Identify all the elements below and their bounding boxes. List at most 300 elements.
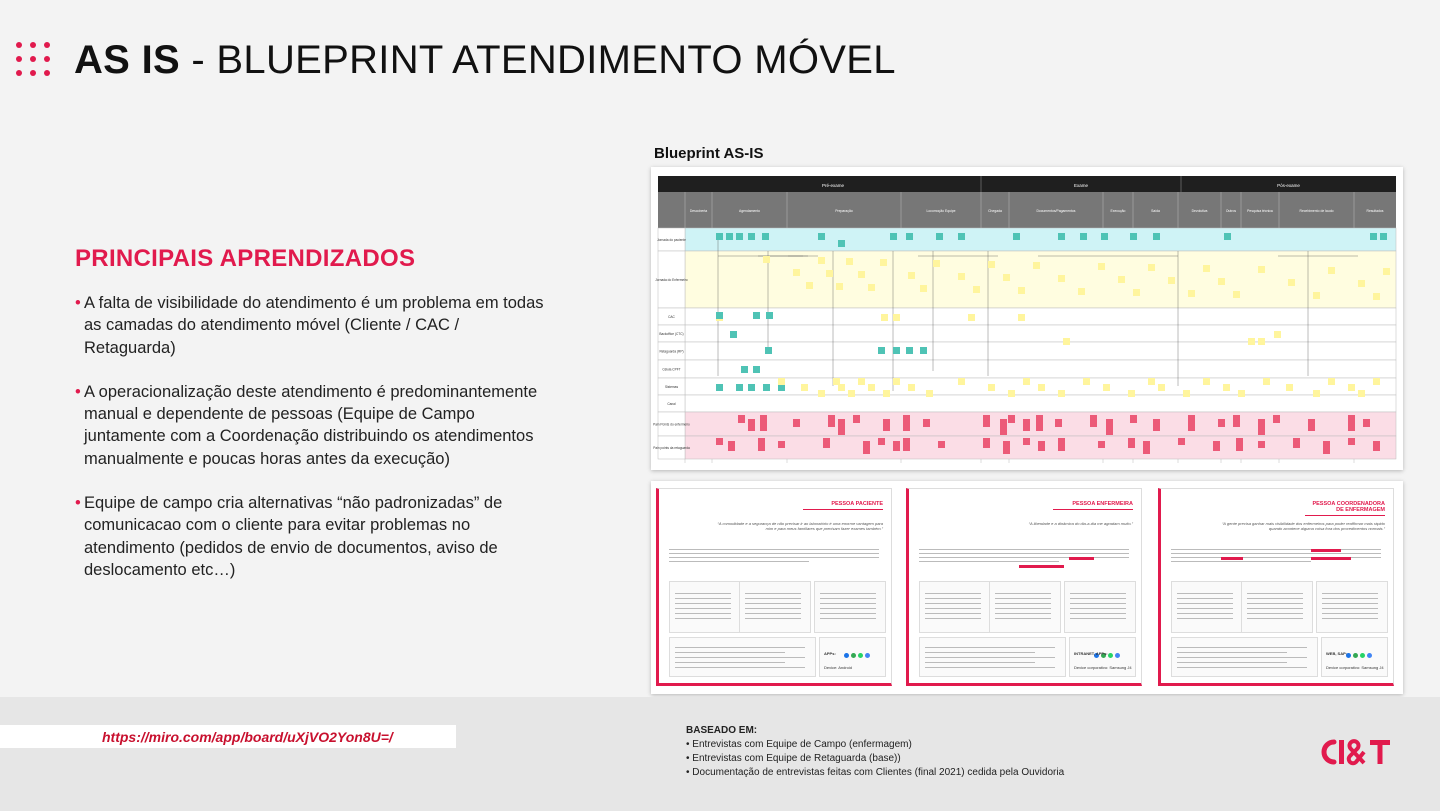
- sticky-note: [762, 233, 769, 240]
- sticky-note: [726, 233, 733, 240]
- stage-label: Resultados: [1366, 209, 1384, 213]
- sticky-note: [741, 366, 748, 373]
- sticky-note: [1168, 277, 1175, 284]
- sticky-note: [1148, 264, 1155, 271]
- persona-card-coordinator: [1158, 488, 1394, 686]
- phase-label: Exame: [1073, 183, 1089, 188]
- highlight-mark: [1311, 549, 1341, 552]
- sticky-note: [806, 282, 813, 289]
- text-line: [675, 603, 731, 604]
- info-box: [1171, 581, 1243, 633]
- text-line: [919, 561, 1059, 562]
- sticky-note: [958, 273, 965, 280]
- text-line: [1070, 613, 1126, 614]
- sticky-note: [1055, 419, 1062, 427]
- stage-label: Outros: [1225, 209, 1237, 213]
- text-line: [925, 613, 981, 614]
- text-line: [1247, 593, 1303, 594]
- sticky-note: [1036, 415, 1043, 431]
- sticky-note: [738, 415, 745, 423]
- text-line: [820, 618, 876, 619]
- sticky-note: [933, 260, 940, 267]
- sticky-note: [833, 378, 840, 385]
- source-item: • Entrevistas com Equipe de Retaguarda (base)): [686, 753, 901, 764]
- sticky-note: [1008, 390, 1015, 397]
- text-line: [1177, 603, 1233, 604]
- learnings-list: [75, 292, 545, 603]
- text-line: [925, 593, 981, 594]
- sticky-note: [881, 314, 888, 321]
- sticky-note: [868, 284, 875, 291]
- sticky-note: [1218, 278, 1225, 285]
- lane-label: Jornada do paciente: [657, 238, 686, 242]
- sticky-note: [823, 438, 830, 448]
- sticky-note: [748, 384, 755, 391]
- text-line: [675, 593, 731, 594]
- persona-quote: “A comodidade e a segurança de não precisar ir ao laboratório é uma enorme vantagem para mim e para meus familiares que precisam fazer exames também.”: [717, 521, 883, 531]
- sticky-note: [1023, 378, 1030, 385]
- sticky-note: [1233, 415, 1240, 427]
- sticky-note: [846, 258, 853, 265]
- sticky-note: [838, 384, 845, 391]
- sticky-note: [968, 314, 975, 321]
- lane-label: Pain points da retaguarda: [653, 446, 690, 450]
- sticky-note: [1288, 279, 1295, 286]
- text-line: [925, 657, 1055, 658]
- sticky-note: [1003, 274, 1010, 281]
- learning-text: A falta de visibilidade do atendimento é um problema em todas as camadas do atendimento móvel (Cliente / CAC / Retaguarda): [84, 294, 544, 357]
- text-line: [675, 608, 731, 609]
- sticky-note: [838, 240, 845, 247]
- sticky-note: [1098, 263, 1105, 270]
- phase-label: Pré-exame: [821, 183, 845, 188]
- sticky-note: [1103, 384, 1110, 391]
- title-rest: - BLUEPRINT ATENDIMENTO MÓVEL: [179, 38, 896, 82]
- sticky-note: [1258, 338, 1265, 345]
- sticky-note: [1080, 233, 1087, 240]
- source-item: • Entrevistas com Equipe de Campo (enfermagem): [686, 739, 912, 750]
- sticky-note: [1098, 441, 1105, 448]
- sticky-note: [758, 438, 765, 451]
- sticky-note: [1348, 415, 1355, 431]
- sticky-note: [1003, 441, 1010, 454]
- sticky-note: [893, 441, 900, 451]
- sticky-note: [1348, 384, 1355, 391]
- sticky-note: [903, 415, 910, 431]
- sticky-note: [908, 384, 915, 391]
- sticky-note: [1236, 438, 1243, 451]
- sticky-note: [760, 415, 767, 431]
- text-line: [1247, 598, 1303, 599]
- cit-logo: [1320, 736, 1394, 768]
- stage-label: Execução: [1110, 209, 1126, 213]
- sticky-note: [883, 390, 890, 397]
- highlight-mark: [1069, 557, 1094, 560]
- sticky-note: [1380, 233, 1387, 240]
- sticky-note: [988, 384, 995, 391]
- sticky-note: [1023, 438, 1030, 445]
- text-line: [745, 613, 801, 614]
- sticky-note: [908, 272, 915, 279]
- text-line: [1247, 608, 1303, 609]
- device-label: Device corporativo: Samsung J4: [1074, 665, 1132, 670]
- sticky-note: [1238, 390, 1245, 397]
- text-line: [1322, 618, 1378, 619]
- text-line: [1177, 657, 1307, 658]
- sources-heading: BASEADO EM:: [686, 725, 758, 736]
- info-box: [1064, 581, 1136, 633]
- sticky-note: [958, 378, 965, 385]
- sticky-note: [1373, 378, 1380, 385]
- app-icon: [1108, 653, 1113, 658]
- sticky-note: [826, 270, 833, 277]
- text-line: [1171, 553, 1381, 554]
- sticky-note: [716, 233, 723, 240]
- sticky-note: [920, 285, 927, 292]
- lane-label: Backoffice (CTC): [659, 332, 684, 336]
- apps-label: INTRANET, APPs:: [1074, 651, 1108, 656]
- text-line: [745, 598, 801, 599]
- text-line: [745, 603, 801, 604]
- sticky-note: [1023, 419, 1030, 431]
- highlight-mark: [1311, 557, 1351, 560]
- sticky-note: [818, 257, 825, 264]
- miro-board-link[interactable]: https://miro.com/app/board/uXjVO2Yon8U=/: [102, 729, 393, 745]
- app-icon: [858, 653, 863, 658]
- sticky-note: [1213, 441, 1220, 451]
- title-bold: AS IS: [74, 38, 180, 82]
- swimlane: [685, 228, 1396, 251]
- lane-label: Jornada do Enfermeiro: [655, 278, 688, 282]
- sticky-note: [1058, 438, 1065, 451]
- text-line: [1177, 593, 1233, 594]
- sticky-note: [893, 378, 900, 385]
- sticky-note: [1233, 291, 1240, 298]
- text-line: [1177, 598, 1233, 599]
- text-line: [675, 618, 731, 619]
- sticky-note: [853, 415, 860, 423]
- text-line: [925, 618, 981, 619]
- sticky-note: [763, 256, 770, 263]
- sticky-note: [1224, 233, 1231, 240]
- sticky-note: [763, 384, 770, 391]
- info-box: [919, 581, 991, 633]
- app-icon: [865, 653, 870, 658]
- text-line: [669, 553, 879, 554]
- text-line: [820, 613, 876, 614]
- sticky-note: [793, 419, 800, 427]
- text-line: [995, 608, 1051, 609]
- sticky-note: [818, 390, 825, 397]
- sticky-note: [1153, 233, 1160, 240]
- sticky-note: [858, 378, 865, 385]
- sticky-note: [1373, 441, 1380, 451]
- sticky-note: [1323, 441, 1330, 454]
- stage-label: Agendamento: [738, 209, 761, 213]
- text-line: [995, 618, 1051, 619]
- text-line: [919, 549, 1129, 550]
- sticky-note: [983, 438, 990, 448]
- text-line: [925, 608, 981, 609]
- persona-title: PESSOA COORDENADORA DE ENFERMAGEM: [1305, 501, 1385, 516]
- sticky-note: [728, 441, 735, 451]
- swimlane: [685, 325, 1396, 342]
- sticky-note: [1383, 268, 1390, 275]
- swimlane: [685, 342, 1396, 360]
- text-line: [820, 593, 876, 594]
- source-item: • Documentação de entrevistas feitas com Clientes (final 2021) cedida pela Ouvidoria: [686, 767, 1065, 778]
- persona-card-nurse: [906, 488, 1142, 686]
- learning-text: Equipe de campo cria alternativas “não padronizadas” de comunicacao com o cliente para evitar problemas no atendimento (pedidos de envio de documentos, aviso de deslocamento etc…): [84, 494, 503, 579]
- lane-label: CAC: [668, 315, 675, 319]
- page-title: [74, 38, 896, 83]
- text-line: [745, 618, 801, 619]
- sticky-note: [1078, 288, 1085, 295]
- info-box: [669, 581, 741, 633]
- text-line: [675, 662, 785, 663]
- sticky-note: [1328, 378, 1335, 385]
- lane-label: Pain Points do enfermeiro: [653, 422, 690, 427]
- sticky-note: [1090, 415, 1097, 427]
- sticky-note: [926, 390, 933, 397]
- sticky-note: [1018, 287, 1025, 294]
- info-box: [1241, 581, 1313, 633]
- text-line: [1070, 608, 1126, 609]
- persona-card-patient: [656, 488, 892, 686]
- sticky-note: [958, 233, 965, 240]
- info-box: [989, 581, 1061, 633]
- sticky-note: [868, 384, 875, 391]
- phase-label: Pós-exame: [1277, 183, 1300, 188]
- sticky-note: [1370, 233, 1377, 240]
- sticky-note: [1313, 390, 1320, 397]
- app-icon: [1367, 653, 1372, 658]
- text-line: [995, 598, 1051, 599]
- sticky-note: [753, 366, 760, 373]
- sticky-note: [1188, 290, 1195, 297]
- stage-label: Saída: [1151, 209, 1160, 213]
- sticky-note: [878, 347, 885, 354]
- text-line: [1070, 598, 1126, 599]
- sticky-note: [893, 314, 900, 321]
- text-line: [1322, 613, 1378, 614]
- text-line: [1177, 618, 1233, 619]
- sticky-note: [730, 331, 737, 338]
- sticky-note: [1363, 419, 1370, 427]
- sticky-note: [1000, 419, 1007, 435]
- text-line: [1177, 667, 1307, 668]
- sticky-note: [988, 261, 995, 268]
- persona-quote: “A gente precisa ganhar mais visibilidade dos enfermeiros para poder reaffirmar mais rápido quando acontece alguma coisa fora dos procedimentos normais.”: [1221, 521, 1385, 531]
- sticky-note: [1058, 390, 1065, 397]
- sticky-note: [878, 438, 885, 445]
- learning-item: [75, 381, 545, 470]
- sticky-note: [778, 441, 785, 448]
- text-line: [919, 553, 1129, 554]
- sticky-note: [1248, 338, 1255, 345]
- text-line: [1247, 618, 1303, 619]
- sticky-note: [753, 312, 760, 319]
- sticky-note: [818, 233, 825, 240]
- text-line: [820, 603, 876, 604]
- sources-block: [686, 724, 1064, 780]
- text-line: [925, 662, 1035, 663]
- sticky-note: [828, 415, 835, 427]
- sticky-note: [1223, 384, 1230, 391]
- text-line: [1070, 603, 1126, 604]
- text-line: [925, 603, 981, 604]
- text-line: [1247, 603, 1303, 604]
- text-line: [1171, 549, 1381, 550]
- sticky-note: [748, 419, 755, 431]
- persona-quote: “A liberdade e a dinâmica do dia-a-dia me agradam muito.”: [1028, 521, 1133, 526]
- text-line: [1177, 652, 1287, 653]
- sticky-note: [736, 233, 743, 240]
- app-icon: [844, 653, 849, 658]
- sticky-note: [893, 347, 900, 354]
- learning-item: [75, 492, 545, 581]
- sticky-note: [1358, 390, 1365, 397]
- sticky-note: [1203, 378, 1210, 385]
- persona-title: PESSOA PACIENTE: [803, 501, 883, 510]
- app-icon: [1353, 653, 1358, 658]
- sticky-note: [836, 283, 843, 290]
- text-line: [995, 593, 1051, 594]
- sticky-note: [1158, 384, 1165, 391]
- sticky-note: [1018, 314, 1025, 321]
- sticky-note: [1013, 233, 1020, 240]
- sticky-note: [903, 438, 910, 451]
- text-line: [1322, 603, 1378, 604]
- sticky-note: [848, 390, 855, 397]
- stage-label: Locomoção Equipe: [926, 209, 956, 213]
- sticky-note: [778, 378, 785, 385]
- sticky-note: [1308, 419, 1315, 431]
- text-line: [1322, 608, 1378, 609]
- sticky-note: [1348, 438, 1355, 445]
- text-line: [1177, 647, 1307, 648]
- device-label: Device: Android: [824, 665, 853, 670]
- sticky-note: [748, 233, 755, 240]
- app-icon: [851, 653, 856, 658]
- sticky-note: [1130, 233, 1137, 240]
- learning-text: A operacionalização deste atendimento é predominantemente manual e dependente de pessoas (Equipe de Campo juntamente com a Coordenação distribuindo os atendimentos manualmente e poucas horas antes da execução): [84, 382, 538, 468]
- text-line: [1070, 618, 1126, 619]
- stage-label: Chegada: [988, 209, 1002, 213]
- text-line: [675, 598, 731, 599]
- sticky-note: [1188, 415, 1195, 431]
- stage-header: [658, 192, 1396, 228]
- sticky-note: [983, 415, 990, 427]
- sticky-note: [890, 233, 897, 240]
- sticky-note: [716, 438, 723, 445]
- bullet-icon: •: [75, 494, 81, 513]
- text-line: [675, 667, 805, 668]
- stage-label: Recebimento de laudo: [1299, 209, 1334, 213]
- sticky-note: [1178, 438, 1185, 445]
- text-line: [1177, 613, 1233, 614]
- sticky-note: [936, 233, 943, 240]
- text-line: [669, 549, 879, 550]
- sticky-note: [863, 441, 870, 454]
- sticky-note: [1063, 338, 1070, 345]
- sticky-note: [1143, 441, 1150, 454]
- sticky-note: [1286, 384, 1293, 391]
- sticky-note: [1008, 415, 1015, 423]
- sticky-note: [778, 384, 785, 391]
- blueprint-diagram: [653, 176, 1396, 463]
- apps-label: APPs:: [824, 651, 836, 656]
- text-line: [675, 647, 805, 648]
- highlight-mark: [1221, 557, 1243, 560]
- text-line: [1247, 613, 1303, 614]
- stage-label: Pesquisa técnica: [1247, 209, 1273, 213]
- text-line: [925, 598, 981, 599]
- sticky-note: [1118, 276, 1125, 283]
- sticky-note: [766, 312, 773, 319]
- blueprint-label: Blueprint AS-IS: [654, 145, 764, 162]
- stage-label: Documentos/Pagamentos: [1036, 209, 1076, 213]
- sticky-note: [1148, 378, 1155, 385]
- sticky-note: [1293, 438, 1300, 448]
- sticky-note: [716, 312, 723, 319]
- sticky-note: [1128, 438, 1135, 448]
- highlight-mark: [1019, 565, 1064, 568]
- sticky-note: [1133, 289, 1140, 296]
- text-line: [995, 603, 1051, 604]
- bullet-icon: •: [75, 294, 81, 312]
- stage-label: Devolutiva: [1191, 209, 1208, 213]
- sticky-note: [1101, 233, 1108, 240]
- personas-panel: [651, 481, 1403, 694]
- text-line: [745, 593, 801, 594]
- sticky-note: [1083, 378, 1090, 385]
- sticky-note: [906, 347, 913, 354]
- persona-title: PESSOA ENFERMEIRA: [1053, 501, 1133, 510]
- sticky-note: [883, 419, 890, 431]
- lane-label: Retaguarda (RP): [659, 349, 684, 354]
- sticky-note: [923, 419, 930, 427]
- text-line: [745, 608, 801, 609]
- sticky-note: [1038, 384, 1045, 391]
- text-line: [820, 608, 876, 609]
- sticky-note: [1183, 390, 1190, 397]
- app-icon: [1360, 653, 1365, 658]
- sticky-note: [801, 384, 808, 391]
- sticky-note: [973, 286, 980, 293]
- text-line: [1322, 593, 1378, 594]
- text-line: [1177, 662, 1287, 663]
- bullet-icon: •: [75, 382, 81, 401]
- stage-label: Preparação: [835, 209, 853, 213]
- sticky-note: [1263, 378, 1270, 385]
- sticky-note: [938, 441, 945, 448]
- sticky-note: [1274, 331, 1281, 338]
- sticky-note: [1130, 415, 1137, 423]
- text-line: [1171, 561, 1311, 562]
- sticky-note: [906, 233, 913, 240]
- sticky-note: [1106, 419, 1113, 435]
- sticky-note: [1273, 415, 1280, 423]
- sticky-note: [716, 384, 723, 391]
- text-line: [1322, 598, 1378, 599]
- sticky-note: [1058, 275, 1065, 282]
- text-line: [675, 657, 805, 658]
- text-line: [925, 647, 1055, 648]
- info-box: [814, 581, 886, 633]
- sticky-note: [920, 347, 927, 354]
- text-line: [1070, 593, 1126, 594]
